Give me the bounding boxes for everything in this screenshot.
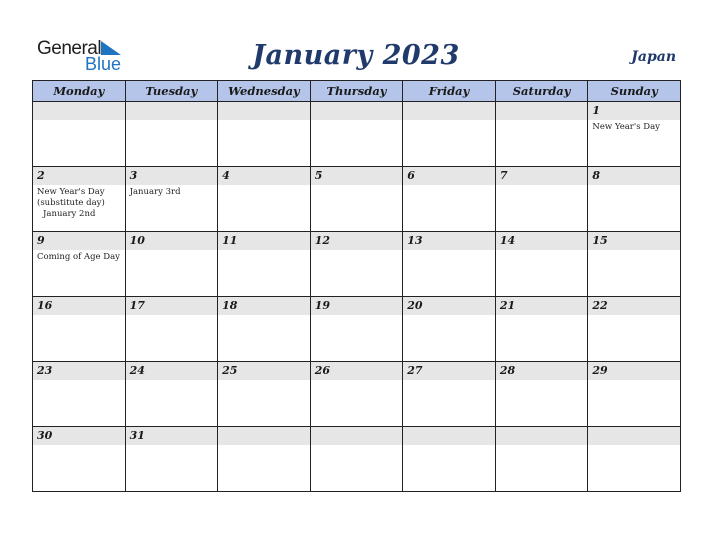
day-cell — [495, 362, 588, 427]
day-cell — [125, 427, 218, 492]
day-number-bar — [403, 297, 495, 315]
calendar-grid — [32, 80, 681, 492]
day-cell — [403, 427, 496, 492]
holiday-name: New Year's Day (substitute day) — [37, 187, 105, 208]
day-number-bar — [126, 362, 218, 380]
day-cell — [403, 297, 496, 362]
day-number: 16 — [37, 299, 53, 312]
weekday-wednesday: Wednesday — [218, 81, 311, 102]
day-number-bar — [33, 297, 125, 315]
day-number-bar — [588, 232, 680, 250]
day-number: 25 — [222, 364, 238, 377]
day-number: 5 — [314, 169, 323, 182]
day-cell — [495, 232, 588, 297]
week-row — [33, 102, 681, 167]
day-cell — [33, 362, 126, 427]
weekday-friday: Friday — [403, 81, 496, 102]
day-cell — [310, 102, 403, 167]
day-cell — [33, 167, 126, 232]
weekday-header-row — [33, 81, 681, 102]
day-number-bar — [403, 427, 495, 445]
day-number-bar — [403, 102, 495, 120]
day-number: 27 — [407, 364, 423, 377]
day-cell — [495, 167, 588, 232]
day-number: 4 — [222, 169, 230, 182]
day-number: 3 — [129, 169, 138, 182]
day-number-bar — [496, 297, 588, 315]
day-number-bar — [218, 167, 310, 185]
day-number: 30 — [37, 429, 53, 442]
day-number: 17 — [129, 299, 145, 312]
day-cell — [218, 427, 311, 492]
day-number: 7 — [499, 169, 508, 182]
day-number: 9 — [37, 234, 45, 247]
day-number: 20 — [407, 299, 423, 312]
day-number-bar — [126, 232, 218, 250]
holiday-name: New Year's Day — [592, 122, 660, 132]
day-number-bar — [126, 297, 218, 315]
day-cell — [495, 297, 588, 362]
day-number-bar — [311, 297, 403, 315]
day-cell — [403, 362, 496, 427]
day-number-bar — [311, 167, 403, 185]
day-number-bar — [33, 167, 125, 185]
day-number-bar — [218, 102, 310, 120]
day-cell — [218, 102, 311, 167]
day-cell — [33, 232, 126, 297]
holiday-list — [588, 120, 680, 133]
week-row — [33, 297, 681, 362]
weekday-monday: Monday — [33, 81, 126, 102]
weekday-tuesday: Tuesday — [125, 81, 218, 102]
day-number-bar — [496, 232, 588, 250]
week-row — [33, 362, 681, 427]
day-number: 11 — [222, 234, 238, 247]
day-cell — [495, 102, 588, 167]
day-cell — [588, 297, 681, 362]
day-cell — [33, 102, 126, 167]
day-number-bar — [403, 232, 495, 250]
day-cell — [588, 232, 681, 297]
day-number-bar — [403, 167, 495, 185]
day-cell — [218, 232, 311, 297]
day-number-bar — [588, 102, 680, 120]
day-number: 1 — [592, 104, 601, 117]
holiday-list — [126, 185, 218, 198]
day-cell — [218, 297, 311, 362]
day-cell — [588, 427, 681, 492]
day-number: 10 — [129, 234, 145, 247]
day-cell — [588, 102, 681, 167]
day-number-bar — [33, 232, 125, 250]
day-cell — [588, 362, 681, 427]
holiday-list — [33, 250, 125, 263]
calendar-title: January 2023 — [252, 40, 460, 71]
day-number-bar — [218, 297, 310, 315]
day-number: 15 — [592, 234, 608, 247]
day-number-bar — [496, 102, 588, 120]
day-cell — [403, 167, 496, 232]
day-number: 19 — [314, 299, 330, 312]
day-number: 21 — [499, 299, 516, 312]
day-cell — [33, 297, 126, 362]
day-cell — [310, 427, 403, 492]
day-number-bar — [218, 232, 310, 250]
week-row — [33, 167, 681, 232]
logo-general-text: General — [37, 38, 102, 59]
day-number: 23 — [37, 364, 53, 377]
day-cell — [125, 102, 218, 167]
day-number: 26 — [314, 364, 330, 377]
day-cell — [403, 232, 496, 297]
day-number: 6 — [407, 169, 415, 182]
day-number: 31 — [129, 429, 145, 442]
day-number: 22 — [592, 299, 608, 312]
day-number: 8 — [592, 169, 601, 182]
country-label: Japan — [631, 49, 676, 65]
day-number-bar — [311, 427, 403, 445]
holiday-name: January 3rd — [129, 187, 181, 197]
day-number: 12 — [314, 234, 330, 247]
day-number-bar — [588, 297, 680, 315]
day-number-bar — [588, 167, 680, 185]
day-cell — [588, 167, 681, 232]
day-cell — [125, 297, 218, 362]
day-number-bar — [311, 362, 403, 380]
day-number-bar — [218, 427, 310, 445]
day-cell — [218, 167, 311, 232]
day-number-bar — [33, 102, 125, 120]
holiday-name: Coming of Age Day — [37, 252, 120, 262]
logo-blue-text: Blue — [85, 54, 122, 74]
day-number-bar — [496, 362, 588, 380]
day-number: 28 — [499, 364, 516, 377]
day-number: 24 — [129, 364, 145, 377]
holiday-name: January 2nd — [43, 209, 96, 219]
day-number-bar — [33, 427, 125, 445]
day-number-bar — [126, 167, 218, 185]
day-number-bar — [311, 232, 403, 250]
day-number: 18 — [222, 299, 238, 312]
week-row — [33, 232, 681, 297]
day-number: 29 — [592, 364, 608, 377]
day-number: 13 — [407, 234, 423, 247]
day-cell — [125, 362, 218, 427]
weekday-saturday: Saturday — [495, 81, 588, 102]
day-cell — [125, 167, 218, 232]
day-cell — [33, 427, 126, 492]
day-number-bar — [588, 362, 680, 380]
day-number-bar — [218, 362, 310, 380]
day-cell — [310, 232, 403, 297]
week-row — [33, 427, 681, 492]
holiday-list — [33, 185, 125, 220]
day-number: 14 — [499, 234, 516, 247]
day-number-bar — [588, 427, 680, 445]
day-cell — [125, 232, 218, 297]
day-number-bar — [126, 427, 218, 445]
day-cell — [495, 427, 588, 492]
day-cell — [218, 362, 311, 427]
day-cell — [310, 362, 403, 427]
day-number-bar — [126, 102, 218, 120]
day-number-bar — [311, 102, 403, 120]
day-number-bar — [403, 362, 495, 380]
day-cell — [310, 297, 403, 362]
weekday-thursday: Thursday — [310, 81, 403, 102]
day-cell — [403, 102, 496, 167]
day-number-bar — [496, 167, 588, 185]
day-number-bar — [496, 427, 588, 445]
day-cell — [310, 167, 403, 232]
day-number-bar — [33, 362, 125, 380]
day-number: 2 — [37, 169, 45, 182]
weekday-sunday: Sunday — [588, 81, 681, 102]
